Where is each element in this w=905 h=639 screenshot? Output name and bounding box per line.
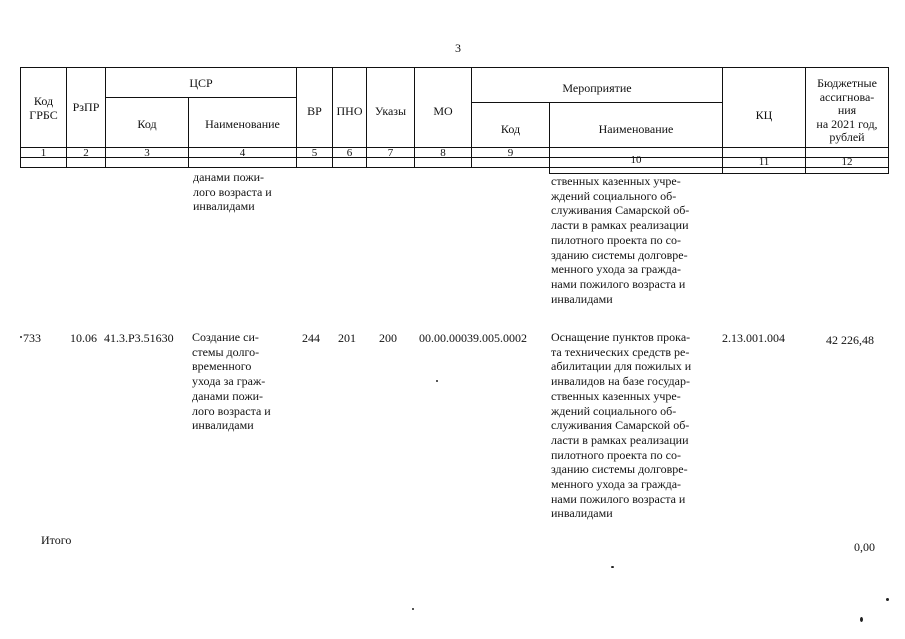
cell-mo-event-code: 00.00.00039.005.0002 [419, 331, 527, 345]
header-event-code: Код [500, 122, 521, 136]
column-number: 5 [311, 147, 318, 159]
scan-speck [412, 608, 414, 610]
column-number: 2 [83, 147, 89, 159]
header-budget: Бюджетные ассигнова- ния на 2021 год, рублей [816, 76, 878, 144]
column-number: 12 [841, 156, 853, 168]
cell-rzpr: 10.06 [70, 331, 97, 345]
cell-vr: 244 [302, 331, 320, 345]
column-number: 11 [758, 156, 770, 168]
scan-speck [611, 566, 614, 568]
header-rzpr: РзПР [72, 100, 100, 114]
column-number: 7 [387, 147, 394, 159]
header-decrees: Указы [374, 104, 407, 118]
column-number: 1 [40, 147, 47, 159]
column-number: 10 [630, 154, 642, 166]
header-csr-code: Код [137, 117, 157, 131]
cell-csr-code: 41.3.Р3.51630 [104, 331, 174, 345]
cell-grbs: 733 [23, 331, 41, 345]
column-number: 3 [144, 147, 150, 159]
header-event-name: Наименование [598, 122, 674, 136]
column-number: 8 [440, 147, 446, 159]
cell-pno: 201 [338, 331, 356, 345]
event-name-continuation: ственных казенных учре- ждений социального об- служивания Самарской об- ласти в рамках реализации пилотного проекта по со- зданию системы долговре- менного ухода за гражда- нами пожилого возраста и инвалидами [551, 174, 690, 306]
cell-csr-name: Создание си- стемы долго- временного ухода за граж- данами пожи- лого возраста и инвалидами [192, 330, 271, 433]
header-vr: ВР [307, 104, 322, 118]
cell-kc: 2.13.001.004 [722, 331, 785, 345]
cell-budget: 42 226,48 [826, 333, 874, 347]
csr-name-continuation: данами пожи- лого возраста и инвалидами [193, 170, 272, 214]
header-event: Мероприятие [562, 81, 632, 95]
cell-event-name: Оснащение пунктов прока- та технических средств ре- абилитации для пожилых и инвалидов на базе государ- ственных казенных учре- ждений социального об- служивания Самарской об- ласти в рамках реализации пилотного проекта по со- зданию системы долговре- менного ухода за гражда- нами пожилого возраста и инвалидами [551, 330, 692, 521]
scan-speck [886, 598, 889, 601]
header-csr: ЦСР [189, 76, 213, 90]
column-number: 4 [239, 147, 246, 159]
header-grbs: Код ГРБС [29, 94, 58, 122]
header-kc: КЦ [755, 108, 773, 122]
scan-speck [436, 380, 438, 382]
header-pno: ПНО [336, 104, 363, 118]
page-number: 3 [455, 41, 461, 55]
cell-decrees: 200 [379, 331, 397, 345]
total-value: 0,00 [854, 540, 875, 554]
column-number: 9 [507, 147, 514, 159]
total-label: Итого [41, 533, 72, 547]
column-number: 6 [346, 147, 353, 159]
header-mo: МО [433, 104, 453, 118]
scan-speck [860, 617, 863, 622]
scan-speck [20, 336, 22, 338]
header-csr-name: Наименование [205, 117, 280, 131]
